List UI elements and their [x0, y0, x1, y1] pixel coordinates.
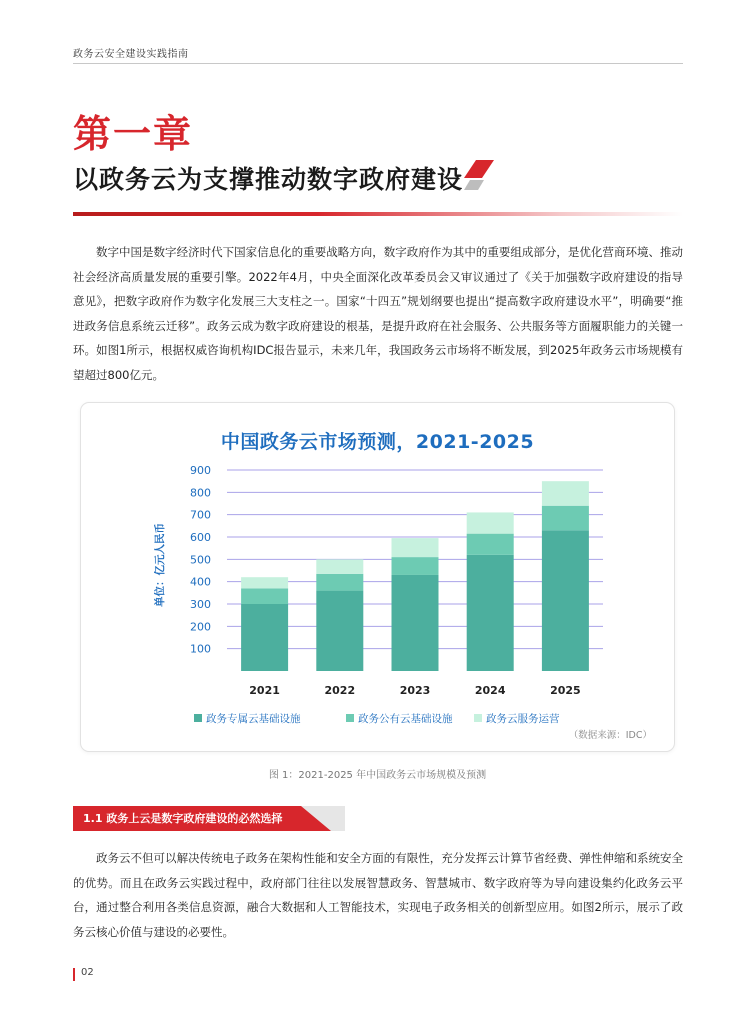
bar-segment [542, 481, 589, 506]
x-tick-label: 2024 [474, 684, 506, 697]
chapter-label: 第一章 [73, 111, 194, 156]
y-axis-label: 单位：亿元人民币 [154, 523, 166, 607]
bar-segment [467, 512, 514, 533]
y-tick-label: 900 [190, 464, 211, 477]
bar-segment [542, 506, 589, 531]
x-tick-label: 2022 [324, 684, 356, 697]
y-tick-label: 500 [190, 553, 211, 567]
legend-swatch [474, 714, 482, 722]
figure-caption: 图 1：2021-2025 年中国政务云市场规模及预测 [268, 770, 487, 781]
section-heading: 1.1 政务上云是数字政府建设的必然选择 [83, 812, 283, 825]
y-tick-label: 600 [190, 531, 211, 544]
legend-label: 政务云服务运营 [486, 713, 560, 725]
running-header: 政务云安全建设实践指南 [73, 49, 189, 60]
chart-title: 中国政务云市场预测，2021-2025 [220, 431, 535, 453]
y-tick-label: 700 [190, 508, 211, 522]
bar-segment [241, 604, 288, 671]
y-tick-label: 200 [190, 620, 211, 634]
bar-segment [241, 577, 288, 588]
footer-accent [73, 968, 75, 981]
x-tick-label: 2025 [550, 684, 581, 697]
y-tick-label: 300 [190, 598, 211, 611]
bar-segment [316, 574, 363, 591]
bar-segment [316, 591, 363, 671]
market-forecast-chart [81, 403, 676, 753]
legend-swatch [346, 714, 354, 722]
bar-segment [542, 530, 589, 671]
x-tick-label: 2023 [399, 684, 431, 697]
y-tick-label: 400 [190, 575, 211, 589]
legend-swatch [194, 714, 202, 722]
chart-card [80, 402, 675, 752]
header-rule [73, 63, 683, 64]
section-paragraph: 政务云不但可以解决传统电子政务在架构性能和安全方面的有限性，充分发挥云计算节省经费、弹性伸缩和系统安全的优势。而且在政务云实践过程中，政府部门往往以发展智慧政务、智慧城市、数字政府等为导向建设集约化政务云平台，通过整合利用各类信息资源，融合大数据和人工智能技术，实现电子政务相关的创新型应用。如图2所示，展示了政务云核心价值与建设的必要性。 [73, 851, 683, 939]
bar-segment [467, 534, 514, 555]
x-tick-label: 2021 [249, 684, 280, 697]
legend-label: 政务公有云基础设施 [358, 713, 453, 725]
chapter-title: 以政务云为支撑推动数字政府建设 [73, 165, 464, 194]
bar-segment [392, 575, 439, 671]
bar-segment [467, 555, 514, 671]
legend-label: 政务专属云基础设施 [206, 713, 301, 725]
bar-segment [316, 559, 363, 574]
bar-segment [241, 588, 288, 604]
y-tick-label: 800 [190, 486, 211, 500]
page-number: 02 [81, 967, 94, 978]
chart-source: （数据来源：IDC） [568, 730, 652, 741]
bar-segment [392, 538, 439, 557]
intro-paragraph: 数字中国是数字经济时代下国家信息化的重要战略方向，数字政府作为其中的重要组成部分，是优化营商环境、推动社会经济高质量发展的重要引擎。2022年4月，中央全面深化改革委员会又审议通过了《关于加强数字政府建设的指导意见》，把数字政府作为数字化发展三大支柱之一。国家“十四五”规划纲要也提出“提高数字政府建设水平”，明确要“推进政务信息系统云迁移”。政务云成为数字政府建设的根基，是提升政府在社会服务、公共服务等方面履职能力的关键一环。如图1所示，根据权威咨询机构IDC报告显示，未来几年，我国政务云市场将不断发展，到2025年政务云市场规模有望超过800亿元。 [73, 245, 683, 382]
bar-segment [392, 557, 439, 575]
title-slash-icon [462, 160, 494, 190]
section-heading-bar [73, 806, 345, 831]
y-tick-label: 100 [190, 642, 211, 656]
title-rule [73, 212, 683, 216]
